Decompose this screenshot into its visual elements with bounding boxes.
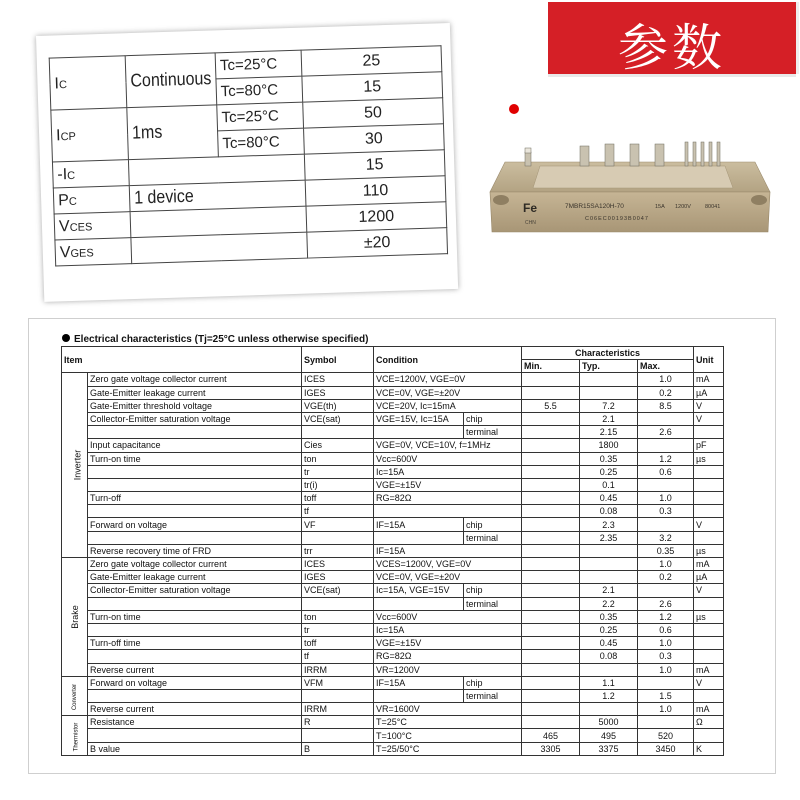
cell-unit: V bbox=[694, 584, 724, 597]
cell-unit bbox=[694, 492, 724, 505]
cell-symbol: ICES bbox=[302, 558, 374, 571]
cell-typ: 5000 bbox=[580, 716, 638, 729]
cell-min bbox=[522, 465, 580, 478]
cell-item: Reverse current bbox=[88, 663, 302, 676]
cell-typ: 1800 bbox=[580, 439, 638, 452]
cell-item bbox=[88, 426, 302, 439]
cell-typ: 2.35 bbox=[580, 531, 638, 544]
cell-max: 1.0 bbox=[638, 637, 694, 650]
cell-unit: µs bbox=[694, 544, 724, 557]
cell-unit bbox=[694, 426, 724, 439]
ec-title bbox=[62, 334, 368, 345]
cell-max bbox=[638, 584, 694, 597]
table-row bbox=[62, 663, 724, 676]
cell-item: Gate-Emitter threshold voltage bbox=[88, 399, 302, 412]
table-row bbox=[62, 531, 724, 544]
cell-condition: Vcc=600V bbox=[374, 452, 522, 465]
cell-min bbox=[522, 452, 580, 465]
table-row bbox=[62, 386, 724, 399]
table-row bbox=[62, 703, 724, 716]
cell-symbol: VGE(th) bbox=[302, 399, 374, 412]
banner-title: 参数 bbox=[618, 19, 726, 77]
cell-max: 0.6 bbox=[638, 623, 694, 636]
cell-condition: IF=15A bbox=[374, 676, 464, 689]
cell-symbol: tr bbox=[302, 623, 374, 636]
igbt-module-image bbox=[485, 140, 775, 240]
cell-max: 8.5 bbox=[638, 399, 694, 412]
cell-max bbox=[638, 412, 694, 425]
cell-unit: mA bbox=[694, 703, 724, 716]
ratings-condition bbox=[131, 230, 308, 265]
svg-text:15A: 15A bbox=[655, 204, 665, 210]
cell-symbol bbox=[302, 597, 374, 610]
cell-condition: VR=1200V bbox=[374, 663, 522, 676]
cell-symbol: VCE(sat) bbox=[302, 412, 374, 425]
cell-min bbox=[522, 571, 580, 584]
ratings-condition: 1 device bbox=[129, 178, 306, 213]
cell-unit: µs bbox=[694, 610, 724, 623]
cell-item: Collector-Emitter saturation voltage bbox=[88, 412, 302, 425]
header-min: Min. bbox=[522, 360, 580, 373]
cell-unit: V bbox=[694, 399, 724, 412]
cell-typ: 1.2 bbox=[580, 689, 638, 702]
cell-symbol: tr bbox=[302, 465, 374, 478]
ratings-value: 1200 bbox=[306, 202, 447, 232]
cell-unit bbox=[694, 465, 724, 478]
cell-typ: 0.08 bbox=[580, 650, 638, 663]
header-item: Item bbox=[62, 347, 302, 373]
ratings-symbol: IC bbox=[49, 56, 127, 110]
cell-symbol: VCE(sat) bbox=[302, 584, 374, 597]
cell-max: 1.2 bbox=[638, 452, 694, 465]
cell-condition: RG=82Ω bbox=[374, 492, 522, 505]
cell-item: Turn-on time bbox=[88, 452, 302, 465]
header-typ: Typ. bbox=[580, 360, 638, 373]
table-row bbox=[62, 426, 724, 439]
cell-item bbox=[88, 505, 302, 518]
cell-condition bbox=[374, 689, 464, 702]
cell-condition: VCE=1200V, VGE=0V bbox=[374, 373, 522, 386]
ratings-temp: Tc=25°C bbox=[217, 102, 304, 131]
cell-min: 3305 bbox=[522, 742, 580, 755]
cell-item bbox=[88, 465, 302, 478]
cell-item: B value bbox=[88, 742, 302, 755]
cell-unit bbox=[694, 531, 724, 544]
cell-typ: 3375 bbox=[580, 742, 638, 755]
table-row bbox=[62, 571, 724, 584]
cell-condition-sub: chip bbox=[464, 676, 522, 689]
cell-condition: VCE=0V, VGE=±20V bbox=[374, 571, 522, 584]
cell-item bbox=[88, 478, 302, 491]
cell-min bbox=[522, 386, 580, 399]
ratings-value: ±20 bbox=[307, 228, 448, 258]
cell-max: 0.3 bbox=[638, 650, 694, 663]
cell-max: 0.35 bbox=[638, 544, 694, 557]
cell-max: 3.2 bbox=[638, 531, 694, 544]
cell-unit: mA bbox=[694, 663, 724, 676]
svg-text:80041: 80041 bbox=[705, 204, 721, 210]
cell-condition: VGE=0V, VCE=10V, f=1MHz bbox=[374, 439, 522, 452]
cell-min bbox=[522, 676, 580, 689]
cell-max: 0.3 bbox=[638, 505, 694, 518]
electrical-characteristics-table bbox=[61, 346, 724, 756]
group-label-text: Converter bbox=[72, 683, 79, 711]
cell-unit: mA bbox=[694, 373, 724, 386]
ratings-symbol: -IC bbox=[52, 160, 129, 188]
table-row bbox=[62, 492, 724, 505]
ratings-value: 50 bbox=[303, 98, 444, 128]
cell-min bbox=[522, 558, 580, 571]
cell-item bbox=[88, 531, 302, 544]
cell-condition: Ic=15A bbox=[374, 465, 522, 478]
cell-symbol: tf bbox=[302, 650, 374, 663]
cell-symbol bbox=[302, 426, 374, 439]
cell-min bbox=[522, 703, 580, 716]
cell-unit: pF bbox=[694, 439, 724, 452]
cell-item bbox=[88, 597, 302, 610]
header-characteristics: Characteristics bbox=[522, 347, 694, 360]
ratings-symbol: VCES bbox=[54, 212, 131, 240]
cell-typ bbox=[580, 544, 638, 557]
cell-item bbox=[88, 689, 302, 702]
table-row bbox=[62, 505, 724, 518]
cell-typ bbox=[580, 558, 638, 571]
table-row bbox=[62, 399, 724, 412]
cell-item bbox=[88, 729, 302, 742]
cell-min bbox=[522, 492, 580, 505]
cell-typ: 0.35 bbox=[580, 610, 638, 623]
bullet-icon bbox=[62, 334, 70, 342]
table-row bbox=[62, 650, 724, 663]
cell-max: 520 bbox=[638, 729, 694, 742]
cell-max bbox=[638, 439, 694, 452]
cell-unit bbox=[694, 689, 724, 702]
svg-text:7MBR15SA120H-70: 7MBR15SA120H-70 bbox=[565, 203, 624, 210]
ratings-temp: Tc=80°C bbox=[216, 76, 303, 105]
cell-condition: T=25/50°C bbox=[374, 742, 522, 755]
cell-typ: 0.25 bbox=[580, 623, 638, 636]
cell-condition-sub: terminal bbox=[464, 531, 522, 544]
cell-unit bbox=[694, 505, 724, 518]
cell-min bbox=[522, 689, 580, 702]
cell-item: Resistance bbox=[88, 716, 302, 729]
ratings-value: 15 bbox=[302, 72, 443, 102]
cell-item: Reverse recovery time of FRD bbox=[88, 544, 302, 557]
cell-item: Forward on voltage bbox=[88, 676, 302, 689]
ratings-temp: Tc=80°C bbox=[218, 128, 305, 157]
ratings-value: 25 bbox=[301, 46, 442, 76]
svg-text:1200V: 1200V bbox=[675, 204, 691, 210]
cell-condition: VCE=20V, Ic=15mA bbox=[374, 399, 522, 412]
cell-min bbox=[522, 518, 580, 531]
cell-max: 1.2 bbox=[638, 610, 694, 623]
table-header-row bbox=[62, 347, 724, 360]
cell-condition-sub: terminal bbox=[464, 426, 522, 439]
header-symbol: Symbol bbox=[302, 347, 374, 373]
cell-item: Gate-Emitter leakage current bbox=[88, 571, 302, 584]
cell-max: 1.0 bbox=[638, 703, 694, 716]
cell-max bbox=[638, 518, 694, 531]
ratings-value: 110 bbox=[305, 176, 446, 206]
cell-condition: VGE=15V, Ic=15A bbox=[374, 412, 464, 425]
cell-symbol: Cies bbox=[302, 439, 374, 452]
svg-text:Fe: Fe bbox=[523, 201, 538, 215]
ratings-symbol: ICP bbox=[51, 108, 129, 162]
cell-symbol: IGES bbox=[302, 386, 374, 399]
cell-condition: VCE=0V, VGE=±20V bbox=[374, 386, 522, 399]
cell-symbol: IRRM bbox=[302, 663, 374, 676]
table-row bbox=[62, 373, 724, 386]
cell-condition: VGE=±15V bbox=[374, 637, 522, 650]
cell-min bbox=[522, 544, 580, 557]
table-row bbox=[62, 518, 724, 531]
cell-typ: 2.15 bbox=[580, 426, 638, 439]
cell-min bbox=[522, 478, 580, 491]
cell-typ: 0.45 bbox=[580, 637, 638, 650]
cell-symbol: tr(i) bbox=[302, 478, 374, 491]
cell-symbol: ton bbox=[302, 610, 374, 623]
cell-typ: 0.35 bbox=[580, 452, 638, 465]
table-row bbox=[62, 610, 724, 623]
cell-min bbox=[522, 716, 580, 729]
cell-item: Turn-off bbox=[88, 492, 302, 505]
ratings-table bbox=[49, 45, 448, 266]
cell-condition: T=25°C bbox=[374, 716, 522, 729]
cell-typ: 0.25 bbox=[580, 465, 638, 478]
cell-symbol: B bbox=[302, 742, 374, 755]
cell-max: 1.0 bbox=[638, 558, 694, 571]
cell-condition: RG=82Ω bbox=[374, 650, 522, 663]
cell-min bbox=[522, 373, 580, 386]
cell-symbol: toff bbox=[302, 637, 374, 650]
table-row bbox=[62, 412, 724, 425]
cell-typ: 1.1 bbox=[580, 676, 638, 689]
cell-typ: 0.1 bbox=[580, 478, 638, 491]
table-row bbox=[62, 623, 724, 636]
cell-typ bbox=[580, 663, 638, 676]
cell-min bbox=[522, 439, 580, 452]
header-unit: Unit bbox=[694, 347, 724, 373]
ratings-symbol: PC bbox=[53, 186, 130, 214]
cell-max: 2.6 bbox=[638, 597, 694, 610]
cell-symbol: VF bbox=[302, 518, 374, 531]
cell-condition: Ic=15A, VGE=15V bbox=[374, 584, 464, 597]
cell-unit: K bbox=[694, 742, 724, 755]
cell-condition: Ic=15A bbox=[374, 623, 522, 636]
cell-min bbox=[522, 637, 580, 650]
ratings-temp: Tc=25°C bbox=[215, 50, 302, 79]
cell-typ: 0.45 bbox=[580, 492, 638, 505]
cell-symbol: toff bbox=[302, 492, 374, 505]
cell-condition: VR=1600V bbox=[374, 703, 522, 716]
ratings-card bbox=[36, 23, 458, 302]
svg-text:C06EC00193B0047: C06EC00193B0047 bbox=[585, 216, 649, 222]
ratings-value: 15 bbox=[304, 150, 445, 180]
table-row bbox=[62, 478, 724, 491]
cell-item: Turn-on time bbox=[88, 610, 302, 623]
table-row bbox=[62, 439, 724, 452]
cell-condition-sub: chip bbox=[464, 412, 522, 425]
ratings-value: 30 bbox=[303, 124, 444, 154]
cell-item: Reverse current bbox=[88, 703, 302, 716]
table-row bbox=[62, 676, 724, 689]
cell-min bbox=[522, 650, 580, 663]
cell-condition: IF=15A bbox=[374, 518, 464, 531]
group-label-brake bbox=[62, 558, 88, 677]
cell-typ bbox=[580, 386, 638, 399]
cell-unit bbox=[694, 729, 724, 742]
cell-min bbox=[522, 412, 580, 425]
table-row bbox=[62, 637, 724, 650]
cell-min: 465 bbox=[522, 729, 580, 742]
cell-typ bbox=[580, 571, 638, 584]
cell-condition: VGE=±15V bbox=[374, 478, 522, 491]
cell-symbol: IRRM bbox=[302, 703, 374, 716]
cell-unit bbox=[694, 623, 724, 636]
cell-symbol: VFM bbox=[302, 676, 374, 689]
cell-condition: Vcc=600V bbox=[374, 610, 522, 623]
cell-unit bbox=[694, 637, 724, 650]
cell-symbol: ton bbox=[302, 452, 374, 465]
cell-item: Zero gate voltage collector current bbox=[88, 558, 302, 571]
cell-unit: µs bbox=[694, 452, 724, 465]
cell-symbol: IGES bbox=[302, 571, 374, 584]
cell-max: 3450 bbox=[638, 742, 694, 755]
header-condition: Condition bbox=[374, 347, 522, 373]
cell-symbol bbox=[302, 729, 374, 742]
cell-max: 1.0 bbox=[638, 373, 694, 386]
table-row bbox=[62, 584, 724, 597]
cell-item bbox=[88, 623, 302, 636]
cell-symbol: tf bbox=[302, 505, 374, 518]
cell-min bbox=[522, 597, 580, 610]
red-marker-dot-right bbox=[509, 104, 519, 114]
table-row bbox=[62, 452, 724, 465]
group-label-inverter bbox=[62, 373, 88, 558]
cell-condition-sub: chip bbox=[464, 518, 522, 531]
cell-item: Collector-Emitter saturation voltage bbox=[88, 584, 302, 597]
ratings-condition: 1ms bbox=[127, 101, 219, 164]
cell-min bbox=[522, 610, 580, 623]
header-max: Max. bbox=[638, 360, 694, 373]
cell-item bbox=[88, 650, 302, 663]
cell-max: 1.0 bbox=[638, 492, 694, 505]
group-label-text: Thermistor bbox=[73, 722, 80, 751]
cell-min bbox=[522, 663, 580, 676]
cell-condition-sub: terminal bbox=[464, 689, 522, 702]
cell-min bbox=[522, 505, 580, 518]
cell-condition: VCES=1200V, VGE=0V bbox=[374, 558, 522, 571]
table-row bbox=[62, 689, 724, 702]
cell-typ: 2.3 bbox=[580, 518, 638, 531]
cell-condition bbox=[374, 597, 464, 610]
cell-min bbox=[522, 426, 580, 439]
cell-typ: 2.1 bbox=[580, 412, 638, 425]
cell-max bbox=[638, 716, 694, 729]
cell-typ bbox=[580, 703, 638, 716]
cell-item: Turn-off time bbox=[88, 637, 302, 650]
cell-item: Input capacitance bbox=[88, 439, 302, 452]
table-row bbox=[62, 544, 724, 557]
cell-symbol bbox=[302, 689, 374, 702]
group-label-text: Inverter bbox=[72, 449, 83, 481]
cell-min bbox=[522, 584, 580, 597]
cell-max bbox=[638, 478, 694, 491]
cell-item: Zero gate voltage collector current bbox=[88, 373, 302, 386]
cell-typ: 2.2 bbox=[580, 597, 638, 610]
table-row bbox=[62, 742, 724, 755]
cell-unit: V bbox=[694, 518, 724, 531]
group-label-text: Brake bbox=[69, 605, 80, 629]
cell-typ: 0.08 bbox=[580, 505, 638, 518]
cell-max: 1.0 bbox=[638, 663, 694, 676]
cell-typ bbox=[580, 373, 638, 386]
table-row bbox=[62, 729, 724, 742]
cell-typ: 2.1 bbox=[580, 584, 638, 597]
cell-max: 0.2 bbox=[638, 386, 694, 399]
cell-symbol: R bbox=[302, 716, 374, 729]
cell-typ: 7.2 bbox=[580, 399, 638, 412]
table-row bbox=[62, 558, 724, 571]
table-row bbox=[62, 597, 724, 610]
ratings-condition: Continuous bbox=[125, 49, 217, 112]
cell-max: 0.2 bbox=[638, 571, 694, 584]
cell-item: Gate-Emitter leakage current bbox=[88, 386, 302, 399]
cell-unit: V bbox=[694, 412, 724, 425]
cell-symbol: trr bbox=[302, 544, 374, 557]
ec-title-text: Electrical characteristics (Tj=25°C unless otherwise specified) bbox=[74, 334, 369, 345]
cell-unit bbox=[694, 650, 724, 663]
cell-unit: Ω bbox=[694, 716, 724, 729]
table-row bbox=[62, 465, 724, 478]
cell-unit: V bbox=[694, 676, 724, 689]
cell-condition-sub: chip bbox=[464, 584, 522, 597]
cell-max: 0.6 bbox=[638, 465, 694, 478]
cell-condition: T=100°C bbox=[374, 729, 522, 742]
cell-item: Forward on voltage bbox=[88, 518, 302, 531]
cell-min bbox=[522, 623, 580, 636]
group-label-converter bbox=[62, 676, 88, 716]
svg-text:CHN: CHN bbox=[525, 220, 536, 226]
cell-condition-sub: terminal bbox=[464, 597, 522, 610]
cell-condition bbox=[374, 426, 464, 439]
cell-condition: IF=15A bbox=[374, 544, 522, 557]
group-label-thermistor bbox=[62, 716, 88, 756]
cell-max bbox=[638, 676, 694, 689]
cell-unit bbox=[694, 478, 724, 491]
cell-condition bbox=[374, 531, 464, 544]
cell-max: 1.5 bbox=[638, 689, 694, 702]
table-row bbox=[62, 716, 724, 729]
title-banner bbox=[548, 2, 796, 77]
cell-symbol bbox=[302, 531, 374, 544]
cell-min bbox=[522, 531, 580, 544]
cell-symbol: ICES bbox=[302, 373, 374, 386]
cell-typ: 495 bbox=[580, 729, 638, 742]
cell-max: 2.6 bbox=[638, 426, 694, 439]
ratings-symbol: VGES bbox=[55, 238, 132, 266]
cell-condition bbox=[374, 505, 522, 518]
cell-unit: µA bbox=[694, 571, 724, 584]
cell-unit bbox=[694, 597, 724, 610]
cell-min: 5.5 bbox=[522, 399, 580, 412]
cell-unit: mA bbox=[694, 558, 724, 571]
cell-unit: µA bbox=[694, 386, 724, 399]
